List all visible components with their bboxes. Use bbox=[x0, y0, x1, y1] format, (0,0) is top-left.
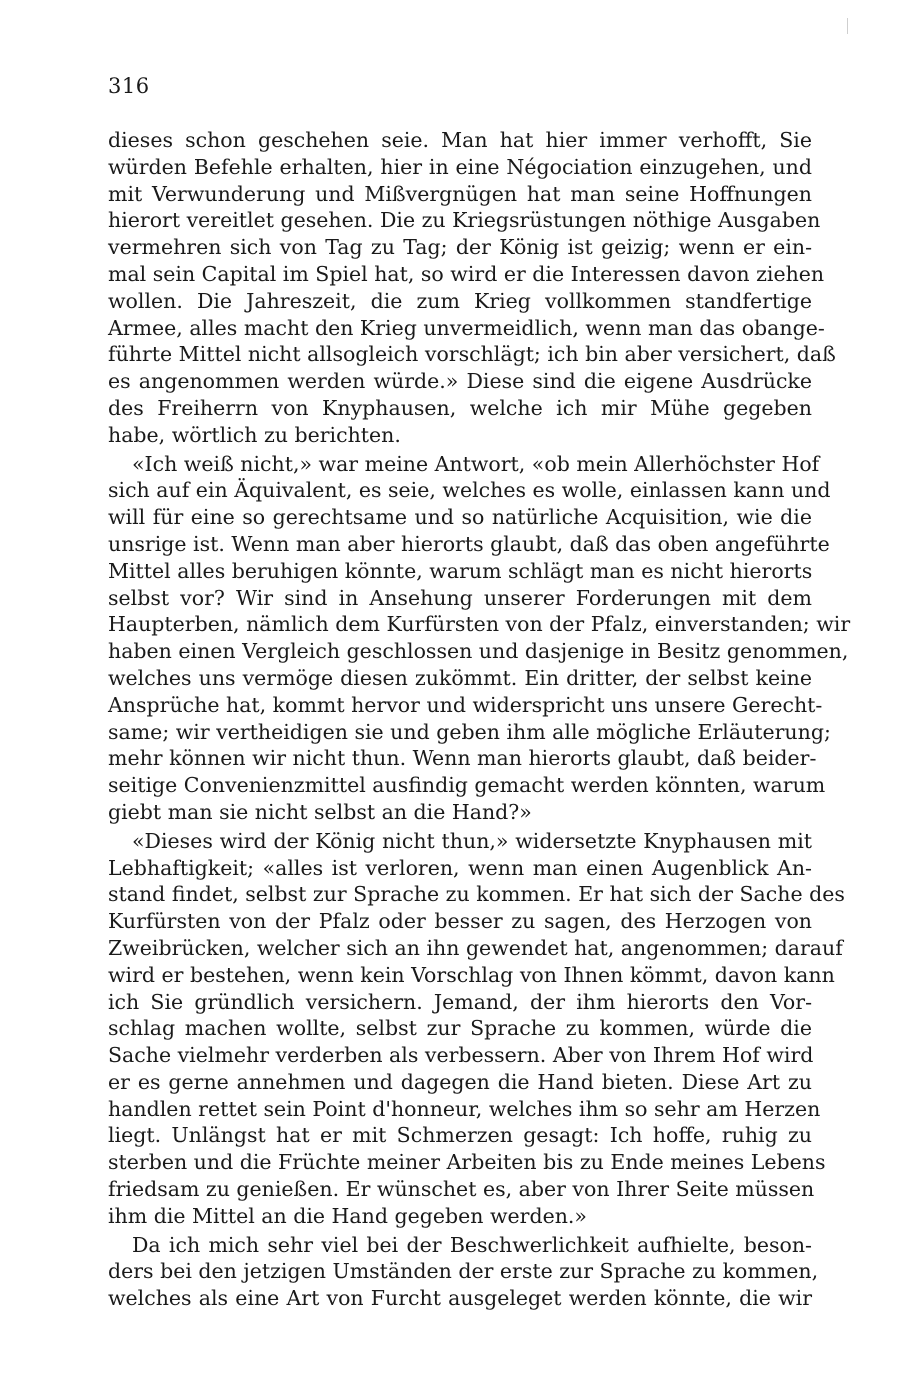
text-line: mal sein Capital im Spiel hat, so wird er die Interessen davon ziehen bbox=[108, 261, 825, 286]
text-line: seitige Convenienzmittel ausfindig gemacht werden könnten, warum bbox=[108, 773, 826, 798]
text-line: stand findet, selbst zur Sprache zu kommen. Er hat sich der Sache des bbox=[108, 882, 845, 907]
text-line: vermehren sich von Tag zu Tag; der König ist geizig; wenn er ein- bbox=[108, 235, 812, 260]
text-line: habe, wörtlich zu berichten. bbox=[108, 422, 401, 447]
body-text bbox=[108, 127, 851, 1314]
text-line: friedsam zu genießen. Er wünschet es, aber von Ihrer Seite müssen bbox=[108, 1177, 815, 1202]
text-line: handlen rettet sein Point d'honneur, welches ihm so sehr am Herzen bbox=[108, 1096, 821, 1121]
text-line: ich Sie gründlich versichern. Jemand, der ihm hierorts den Vor- bbox=[108, 989, 812, 1014]
text-line: «Ich weiß nicht,» war meine Antwort, «ob mein Allerhöchster Hof bbox=[132, 451, 820, 476]
text-line: sich auf ein Äquivalent, es seie, welches es wolle, einlassen kann und bbox=[108, 478, 831, 503]
paragraph bbox=[108, 451, 851, 826]
paragraph bbox=[108, 127, 836, 449]
paragraph bbox=[108, 828, 845, 1230]
text-line: haben einen Vergleich geschlossen und dasjenige in Besitz genommen, bbox=[108, 639, 849, 664]
text-line: wollen. Die Jahreszeit, die zum Krieg vollkommen standfertige bbox=[108, 288, 812, 313]
paragraph bbox=[108, 1232, 819, 1312]
text-line: hierort vereitlet gesehen. Die zu Kriegsrüstungen nöthige Ausgaben bbox=[108, 208, 821, 233]
text-line: ders bei den jetzigen Umständen der erste zur Sprache zu kommen, bbox=[108, 1259, 819, 1284]
text-line: es angenommen werden würde.» Diese sind die eigene Ausdrücke bbox=[108, 369, 812, 394]
text-line: Haupterben, nämlich dem Kurfürsten von der Pfalz, einverstanden; wir bbox=[108, 612, 851, 637]
text-line: des Freiherrn von Knyphausen, welche ich mir Mühe gegeben bbox=[108, 395, 812, 420]
text-line: würden Befehle erhalten, hier in eine Négociation einzugehen, und bbox=[108, 154, 812, 179]
text-line: wird er bestehen, wenn kein Vorschlag von Ihnen kömmt, davon kann bbox=[108, 962, 835, 987]
scan-edge-mark bbox=[847, 18, 848, 34]
text-line: Da ich mich sehr viel bei der Beschwerlichkeit aufhielte, beson- bbox=[132, 1232, 812, 1257]
text-line: liegt. Unlängst hat er mit Schmerzen gesagt: Ich hoffe, ruhig zu bbox=[108, 1123, 812, 1148]
text-line: führte Mittel nicht allsogleich vorschlägt; ich bin aber versichert, daß bbox=[108, 342, 836, 367]
text-line: Armee, alles macht den Krieg unvermeidlich, wenn man das obange- bbox=[108, 315, 825, 340]
text-line: welches als eine Art von Furcht ausgeleget werden könnte, die wir bbox=[108, 1286, 812, 1311]
text-line: Kurfürsten von der Pfalz oder besser zu sagen, des Herzogen von bbox=[108, 909, 812, 934]
text-line: er es gerne annehmen und dagegen die Hand bieten. Diese Art zu bbox=[108, 1069, 812, 1094]
text-line: schlag machen wollte, selbst zur Sprache zu kommen, würde die bbox=[108, 1016, 812, 1041]
text-line: Sache vielmehr verderben als verbessern. Aber von Ihrem Hof wird bbox=[108, 1043, 814, 1068]
text-line: same; wir vertheidigen sie und geben ihm alle mögliche Erläuterung; bbox=[108, 719, 831, 744]
text-line: «Dieses wird der König nicht thun,» widersetzte Knyphausen mit bbox=[132, 828, 812, 853]
text-line: sterben und die Früchte meiner Arbeiten bis zu Ende meines Lebens bbox=[108, 1150, 826, 1175]
text-line: unsrige ist. Wenn man aber hierorts glaubt, daß das oben angeführte bbox=[108, 531, 830, 556]
text-line: selbst vor? Wir sind in Ansehung unserer Forderungen mit dem bbox=[108, 585, 812, 610]
text-line: Mittel alles beruhigen könnte, warum schlägt man es nicht hierorts bbox=[108, 558, 813, 583]
text-line: Ansprüche hat, kommt hervor und widerspricht uns unsere Gerecht- bbox=[108, 692, 823, 717]
text-line: will für eine so gerechtsame und so natürliche Acquisition, wie die bbox=[108, 505, 812, 530]
text-line: dieses schon geschehen seie. Man hat hier immer verhofft, Sie bbox=[108, 128, 812, 152]
text-line: Lebhaftigkeit; «alles ist verloren, wenn man einen Augenblick An- bbox=[108, 855, 812, 880]
text-line: ihm die Mittel an die Hand gegeben werden.» bbox=[108, 1203, 587, 1228]
text-line: Zweibrücken, welcher sich an ihn gewendet hat, angenommen; darauf bbox=[108, 935, 843, 960]
page-number: 316 bbox=[108, 74, 150, 98]
text-line: giebt man sie nicht selbst an die Hand?» bbox=[108, 799, 532, 824]
text-line: mehr können wir nicht thun. Wenn man hierorts glaubt, daß beider- bbox=[108, 746, 817, 771]
text-line: mit Verwunderung und Mißvergnügen hat man seine Hoffnungen bbox=[108, 181, 812, 206]
text-line: welches uns vermöge diesen zukömmt. Ein dritter, der selbst keine bbox=[108, 665, 812, 690]
